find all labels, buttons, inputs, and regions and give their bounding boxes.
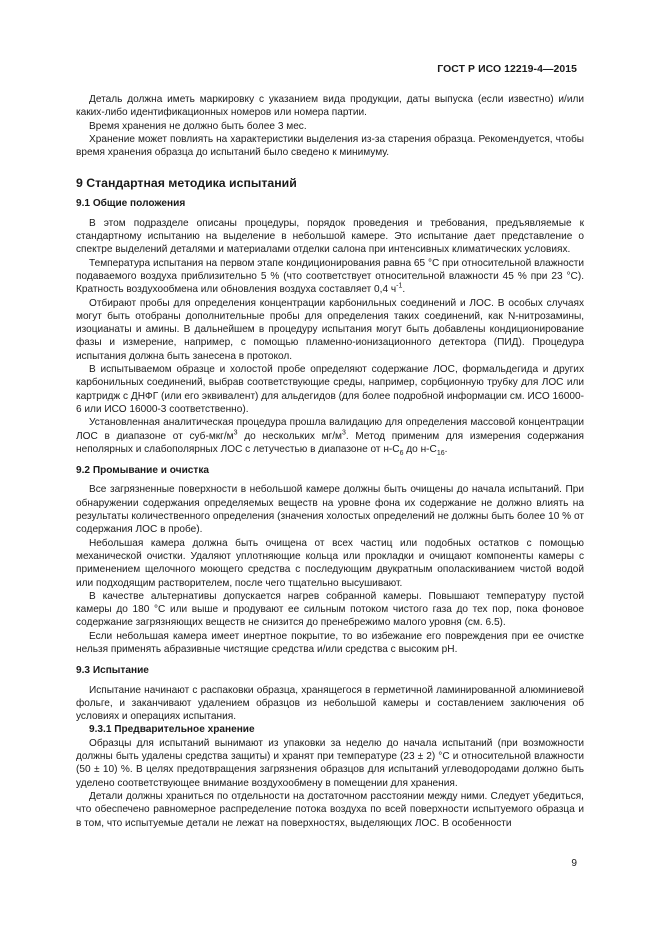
text-run: Температура испытания на первом этапе кондиционирования равна 65 °С при относительной влажности подаваемого воздуха приблизительно 5 % (что соответствует относительной влажности 45 % при 23 °С). Кратность воздухообмена или обновления воздуха составляет 0,4 ч [76, 257, 584, 296]
text-run: . [402, 284, 406, 296]
section-9-2-heading: 9.2 Промывание и очистка [76, 465, 209, 477]
section-9-1-paragraph-5 [76, 416, 584, 456]
section-9-1-heading: 9.1 Общие положения [76, 198, 186, 210]
text-run: Установленная аналитическая процедура прошла валидацию для определения массовой концентрации ЛОС в диапазоне от суб-мкг/м [76, 417, 584, 442]
superscript: 3 [341, 429, 346, 437]
text-run: . Метод применим для измерения содержания неполярных и слабополярных ЛОС с летучестью в диапазоне от н-С [76, 430, 585, 455]
section-9-2-paragraph-1: Все загрязненные поверхности в небольшой камере должны быть очищены до начала испытаний. При обнаружении содержания определяемых веществ на уровне фона их содержание не должно влиять на результаты количественного определения (значения холостых определений не должны быть более 10 % от содержания ЛОС в пробе). [76, 484, 584, 536]
section-9-1-paragraph-3: Отбирают пробы для определения концентрации карбонильных соединений и ЛОС. В особых случаях могут быть отобраны дополнительные пробы для определения таких соединений, как N-нитрозамины, изоцианаты и амины. В дальнейшем в процедуру испытания могут быть добавлены кондиционирование фазы и измерение, например, с помощью пламенно-ионизационного детектора (ПИД). Процедура испытания должна быть занесена в протокол. [76, 297, 584, 362]
section-9-3-1-paragraph-1: Образцы для испытаний вынимают из упаковки за неделю до начала испытаний (при возможности должны быть удалены средства защиты) и хранят при температуре (23 ± 2) °С и относительной влажности (50 ± 10) %. В целях предотвращения загрязнения образцов для испытаний углеводородами должно быть уделено соответствующее внимание воздухообмену в помещении для хранения. [76, 737, 584, 789]
intro-paragraph-3: Хранение может повлиять на характеристики выделения из-за старения образца. Рекомендуется, чтобы время хранения образца до испытаний было сведено к минимуму. [76, 133, 584, 159]
section-9-2-paragraph-3: В качестве альтернативы допускается нагрев собранной камеры. Повышают температуру пустой камеры до 180 °С или выше и продувают ее сильным потоком чистого газа до тех пор, пока фоновое содержание загрязняющих веществ не снизится до пренебрежимо малого уровня (см. 6.5). [76, 590, 584, 629]
superscript: 3 [233, 429, 238, 437]
section-9-1-paragraph-4: В испытываемом образце и холостой пробе определяют содержание ЛОС, формальдегида и других карбонильных соединений, выбрав соответствующие среды, например, сорбционную трубку для ЛОС или картридж с ДНФГ (или его эквивалент) для альдегидов (для более подробной информации см. ИСО 16000-6 или ИСО 16000-3 соответственно). [76, 364, 584, 415]
section-9-heading: 9 Стандартная методика испытаний [76, 176, 297, 191]
section-9-1-paragraph-2 [76, 257, 584, 297]
subscript: 6 [399, 449, 404, 457]
document-body [76, 93, 584, 830]
intro-paragraph-1: Деталь должна иметь маркировку с указанием вида продукции, даты выпуска (если известно) и/или каких-либо идентификационных номеров или номера партии. [76, 94, 584, 119]
text-run: . [444, 443, 448, 455]
document-header: ГОСТ Р ИСО 12219-4—2015 [437, 64, 577, 75]
superscript: -1 [396, 282, 403, 290]
section-9-2-paragraph-2: Небольшая камера должна быть очищена от всех частиц или подобных остатков с помощью механической очистки. Удаляют уплотняющие кольца или прокладки и очищают компоненты камеры с применением щелочного моющего средства с последующим двукратным ополаскиванием чистой водой или подходящим растворителем, после чего тщательно высушивают. [76, 537, 584, 589]
section-9-2-paragraph-4: Если небольшая камера имеет инертное покрытие, то во избежание его повреждения при ее очистке нельзя применять абразивные чистящие средства и/или средства с высоким рН. [76, 630, 584, 655]
intro-paragraph-2: Время хранения не должно быть более 3 мес. [89, 120, 307, 132]
text-run: до нескольких мг/м [237, 430, 342, 442]
section-9-1-paragraph-1: В этом подразделе описаны процедуры, порядок проведения и требования, предъявляемые к стандартному испытанию на выделение в небольшой камере. Это испытание дает представление о спектре выделений деталями и материалами отделки салона при интенсивных климатических условиях. [76, 217, 584, 256]
section-9-3-heading: 9.3 Испытание [76, 665, 149, 677]
section-9-3-1-paragraph-2: Детали должны храниться по отдельности на достаточном расстоянии между ними. Следует убедиться, что обеспечено равномерное распределение потока воздуха по всей поверхности испытуемого образца и в том, что испытуемые детали не лежат на поверхностях, выделяющих ЛОС. В особенности [76, 790, 584, 829]
section-9-3-1-heading: 9.3.1 Предварительное хранение [89, 724, 255, 736]
subscript: 16 [436, 449, 445, 457]
page-number: 9 [571, 858, 577, 869]
text-run: до н-С [403, 443, 437, 455]
section-9-3-paragraph-1: Испытание начинают с распаковки образца, хранящегося в герметичной ламинированной алюминиевой фольге, и заканчивают удалением образцов из небольшой камеры и составлением заключения об условиях и операциях испытания. [76, 684, 584, 723]
